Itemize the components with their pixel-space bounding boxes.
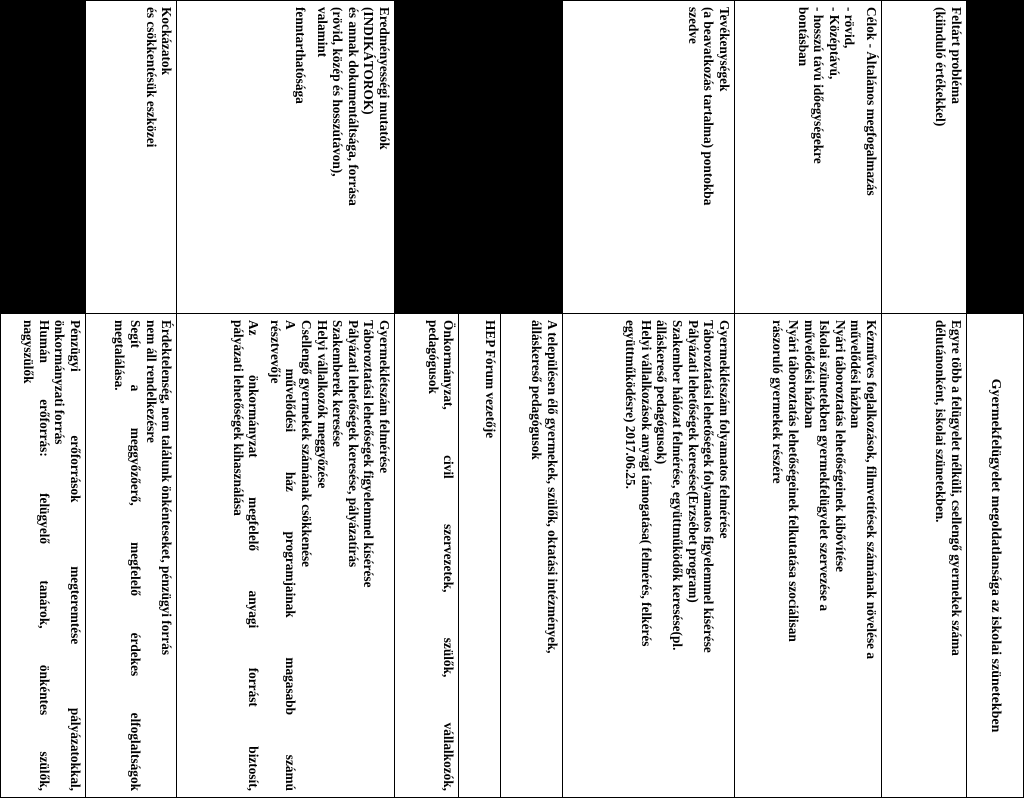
row-value-line: Pályázati lehetőségek keresése(Erzsébet program) — [685, 320, 701, 603]
row-value-cell — [1, 314, 86, 798]
row-label-line: Eredményességi mutatók — [376, 7, 392, 150]
row-value-cell — [500, 314, 562, 798]
row-label-line: (INDIKÁTOROK) — [361, 7, 377, 115]
row-value-cell — [562, 314, 734, 798]
row-value-line: Pénzügyi erőforrások megteremtése pályázatokkal, — [68, 320, 84, 791]
row-value-cell — [86, 314, 177, 798]
row-value-line: Csellengő gyermekek számának csökkenése — [298, 320, 314, 568]
row-value-line: művelődési házban — [801, 320, 817, 429]
row-value-line: nagyszülők — [21, 320, 37, 384]
row-value-line: Az önkormányzat megfelelő anyagi forrást biztosít, — [246, 320, 262, 791]
blackout-label-cell — [1, 1, 86, 314]
row-label-line: Célok - Általános megfogalmazás — [864, 7, 880, 196]
row-label-line: - hosszú távú időegységekre — [811, 7, 827, 164]
row-label-line: és csökkentésük eszközei — [143, 7, 159, 148]
row-label-line: - Középtávú, — [826, 7, 842, 80]
row-value-cell — [177, 314, 395, 798]
row-label-cell — [177, 1, 395, 314]
row-label-line: (rövid, közép és hosszútávon), — [330, 7, 346, 177]
row-value-line: Humán erőforrás: felügyelő tanárok, önkéntes szülők, — [36, 320, 52, 791]
row-label-line: Feltárt probléma — [949, 7, 964, 104]
row-value-line: Nyári táboroztatás lehetőségeinek kibővítése — [832, 320, 848, 572]
row-label-cell — [86, 1, 177, 314]
problem-title: Gyermekfelügyelet megoldatlansága az iskolai szünetekben — [967, 314, 1024, 798]
blackout-label-cell — [394, 1, 458, 314]
row-value-line: együttműködésre) 2017.06.25. — [623, 320, 639, 489]
row-value-line: Gyermeklétszám felmérése — [376, 320, 392, 474]
row-value-line: Táboroztatási lehetőségek figyelemmel kísérése — [361, 320, 377, 588]
row-value-line: művelődési házban — [848, 320, 864, 429]
row-value-line: Önkormányzat, civil szervezetek, szülők, vállalkozók, — [441, 320, 457, 791]
row-value-line: megtalálása. — [112, 320, 128, 391]
row-value-line: Kézműves foglalkozások, filmvetítések számának növelése a — [864, 320, 880, 660]
row-value-line — [261, 320, 267, 791]
table-row — [459, 1, 500, 798]
table-row — [562, 1, 734, 798]
row-label-line: (a beavatkozás tartalma) pontokba — [701, 7, 717, 206]
row-value-line: önkormányzati forrás — [52, 320, 68, 445]
row-label-line: és annak dokumentáltsága, forrása — [345, 7, 361, 206]
row-value-line: Táboroztatási lehetőségek folyamatos figyelemmel kísérése — [701, 320, 717, 653]
row-value-line: délutánonként, iskolai szünetekben. — [933, 320, 949, 523]
header-blackout-cell — [967, 1, 1024, 314]
row-value-line: Szakemberek keresése — [330, 320, 346, 447]
row-label-cell — [882, 1, 967, 314]
table-row — [1, 1, 86, 798]
row-label-line: bontásban — [795, 7, 811, 67]
row-value-line: Helyi vállalkozások anyagi támogatása( felmérés, felkérés — [638, 320, 654, 647]
table-row — [500, 1, 562, 798]
row-label-cell — [734, 1, 881, 314]
row-value-cell — [394, 314, 458, 798]
row-value-line: HEP Fórum vezetője — [482, 320, 498, 439]
row-value-line: Gyermeklétszám folyamatos felmérése — [716, 320, 732, 539]
row-value-line: álláskereső pedagógusok) — [654, 320, 670, 465]
table-header-row — [967, 1, 1024, 798]
row-value-line: Nyári táboroztatás lehetőségeinek felkutatása szociálisan — [786, 320, 802, 642]
row-value-line: Egyre több a felügyelet nélküli, csellengő gyermekek száma — [949, 320, 964, 656]
row-label-line: valamint — [314, 7, 330, 58]
row-value-line: pedagógusok — [425, 320, 441, 394]
row-value-line: rászoruló gyermekek részére — [770, 320, 786, 484]
table-row — [882, 1, 967, 798]
row-value-line: A településen élő gyermekek, szülők, oktatási intézmények, — [544, 320, 560, 654]
row-value-line: Érdektelenség, nem találunk önkénteseket, pénzügyi forrás — [159, 320, 175, 655]
blackout-label-cell — [459, 1, 500, 314]
table-row — [86, 1, 177, 798]
row-label-line: (kiinduló értékekkel) — [933, 7, 949, 127]
row-value-line: Szakember hálózat felmérése, együttműködők keresése(pl. — [670, 320, 686, 651]
table-row — [734, 1, 881, 798]
row-value-cell — [734, 314, 881, 798]
row-value-line: nem áll rendelkezésre — [143, 320, 159, 443]
row-value-line: álláskereső pedagógusok — [529, 320, 545, 460]
row-value-line: Iskolai szünetekben gyermekfelügyelet szervezése a — [817, 320, 833, 611]
row-value-cell — [459, 314, 500, 798]
row-value-line: pályázati lehetőségek kihasználása — [230, 320, 246, 516]
row-label-line: Tevékenységek — [716, 7, 732, 92]
table-row — [394, 1, 458, 798]
row-label-line: fenntarthatósága — [292, 7, 308, 104]
row-label-cell — [562, 1, 734, 314]
row-value-line: résztvevője — [267, 320, 283, 384]
row-value-line: Pályázati lehetőségek keresése, pályázatírás — [345, 320, 361, 568]
row-label-line: Kockázatok — [159, 7, 175, 75]
row-value-cell — [882, 314, 967, 798]
row-label-line: - rövid, — [842, 7, 858, 49]
blackout-label-cell — [500, 1, 562, 314]
row-value-line: Segít a meggyőzőerő, megfelelő érdekes elfoglaltságok — [128, 320, 144, 791]
table-row — [177, 1, 395, 798]
row-value-line: A művelődési ház programjainak magasabb számú — [283, 320, 299, 791]
row-value-line: Helyi vállalkozók meggyőzése — [314, 320, 330, 489]
row-label-line: szedve — [685, 7, 701, 44]
